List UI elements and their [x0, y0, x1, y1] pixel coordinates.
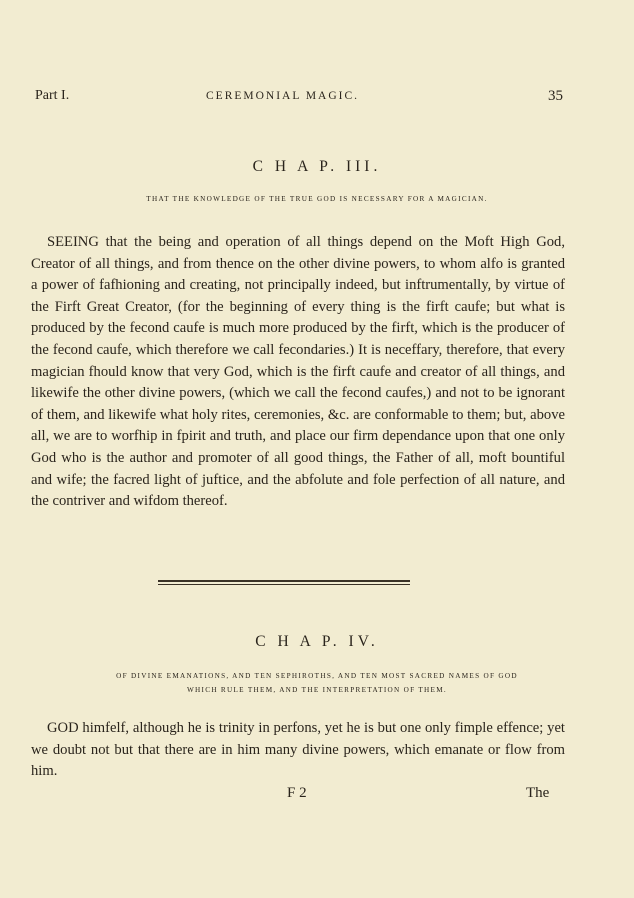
catchword: The	[526, 785, 550, 801]
chapter-4-paragraph: GOD himfelf, although he is trinity in perfons, yet he is but one only fimple effence; yet we doubt not but that there are in him many divine powers, which emanate or flow from him.	[31, 720, 565, 780]
section-divider	[158, 580, 410, 585]
page-number: 35	[548, 88, 563, 104]
chapter-3-body	[31, 232, 565, 513]
chapter-4-subtitle	[20, 669, 614, 697]
chapter-3-subtitle: THAT THE KNOWLEDGE OF THE TRUE GOD IS NECESSARY FOR A MAGICIAN.	[146, 195, 488, 203]
signature-mark: F 2	[287, 785, 307, 801]
chapter-4-subtitle-line2: WHICH RULE THEM, AND THE INTERPRETATION OF THEM.	[186, 686, 448, 694]
chapter-4-subtitle-line1: OF DIVINE EMANATIONS, AND TEN SEPHIROTHS, AND TEN MOST SACRED NAMES OF GOD	[116, 672, 518, 680]
running-title: CEREMONIAL MAGIC.	[206, 90, 360, 102]
chapter-4-body	[31, 718, 565, 783]
part-label: Part I.	[35, 88, 70, 103]
chapter-3-paragraph: SEEING that the being and operation of all things depend on the Moft High God, Creator of all things, and from thence on the other divine powers, to whom alfo is granted a power of fafhioning and creating, not principally indeed, but inftrumentally, by virtue of the Firft Great Creator, (for the beginning of every thing is the firft caufe; but what is produced by the fecond caufe is much more produced by the firft, which is the producer of the fecond caufe, which therefore we call fecondaries.) It is neceffary, therefore, that every magician fhould know that very God, which is the firft caufe and creator of all things, and likewife the other divine powers, (which we call the fecond caufes,) and not to be ignorant of them, and likewife what holy rites, ceremonies, &c. are conformable to them; but, above all, we are to worfhip in fpirit and truth, and place our firm dependance upon that one only God who is the author and promoter of all good things, the Father of all, moft bountiful and wife; the facred light of juftice, and the abfolute and fole perfection of all nature, and the contriver and wifdom thereof.	[31, 234, 565, 510]
chapter-4-title: C H A P. IV.	[255, 633, 379, 650]
chapter-3-title: C H A P. III.	[252, 158, 382, 175]
